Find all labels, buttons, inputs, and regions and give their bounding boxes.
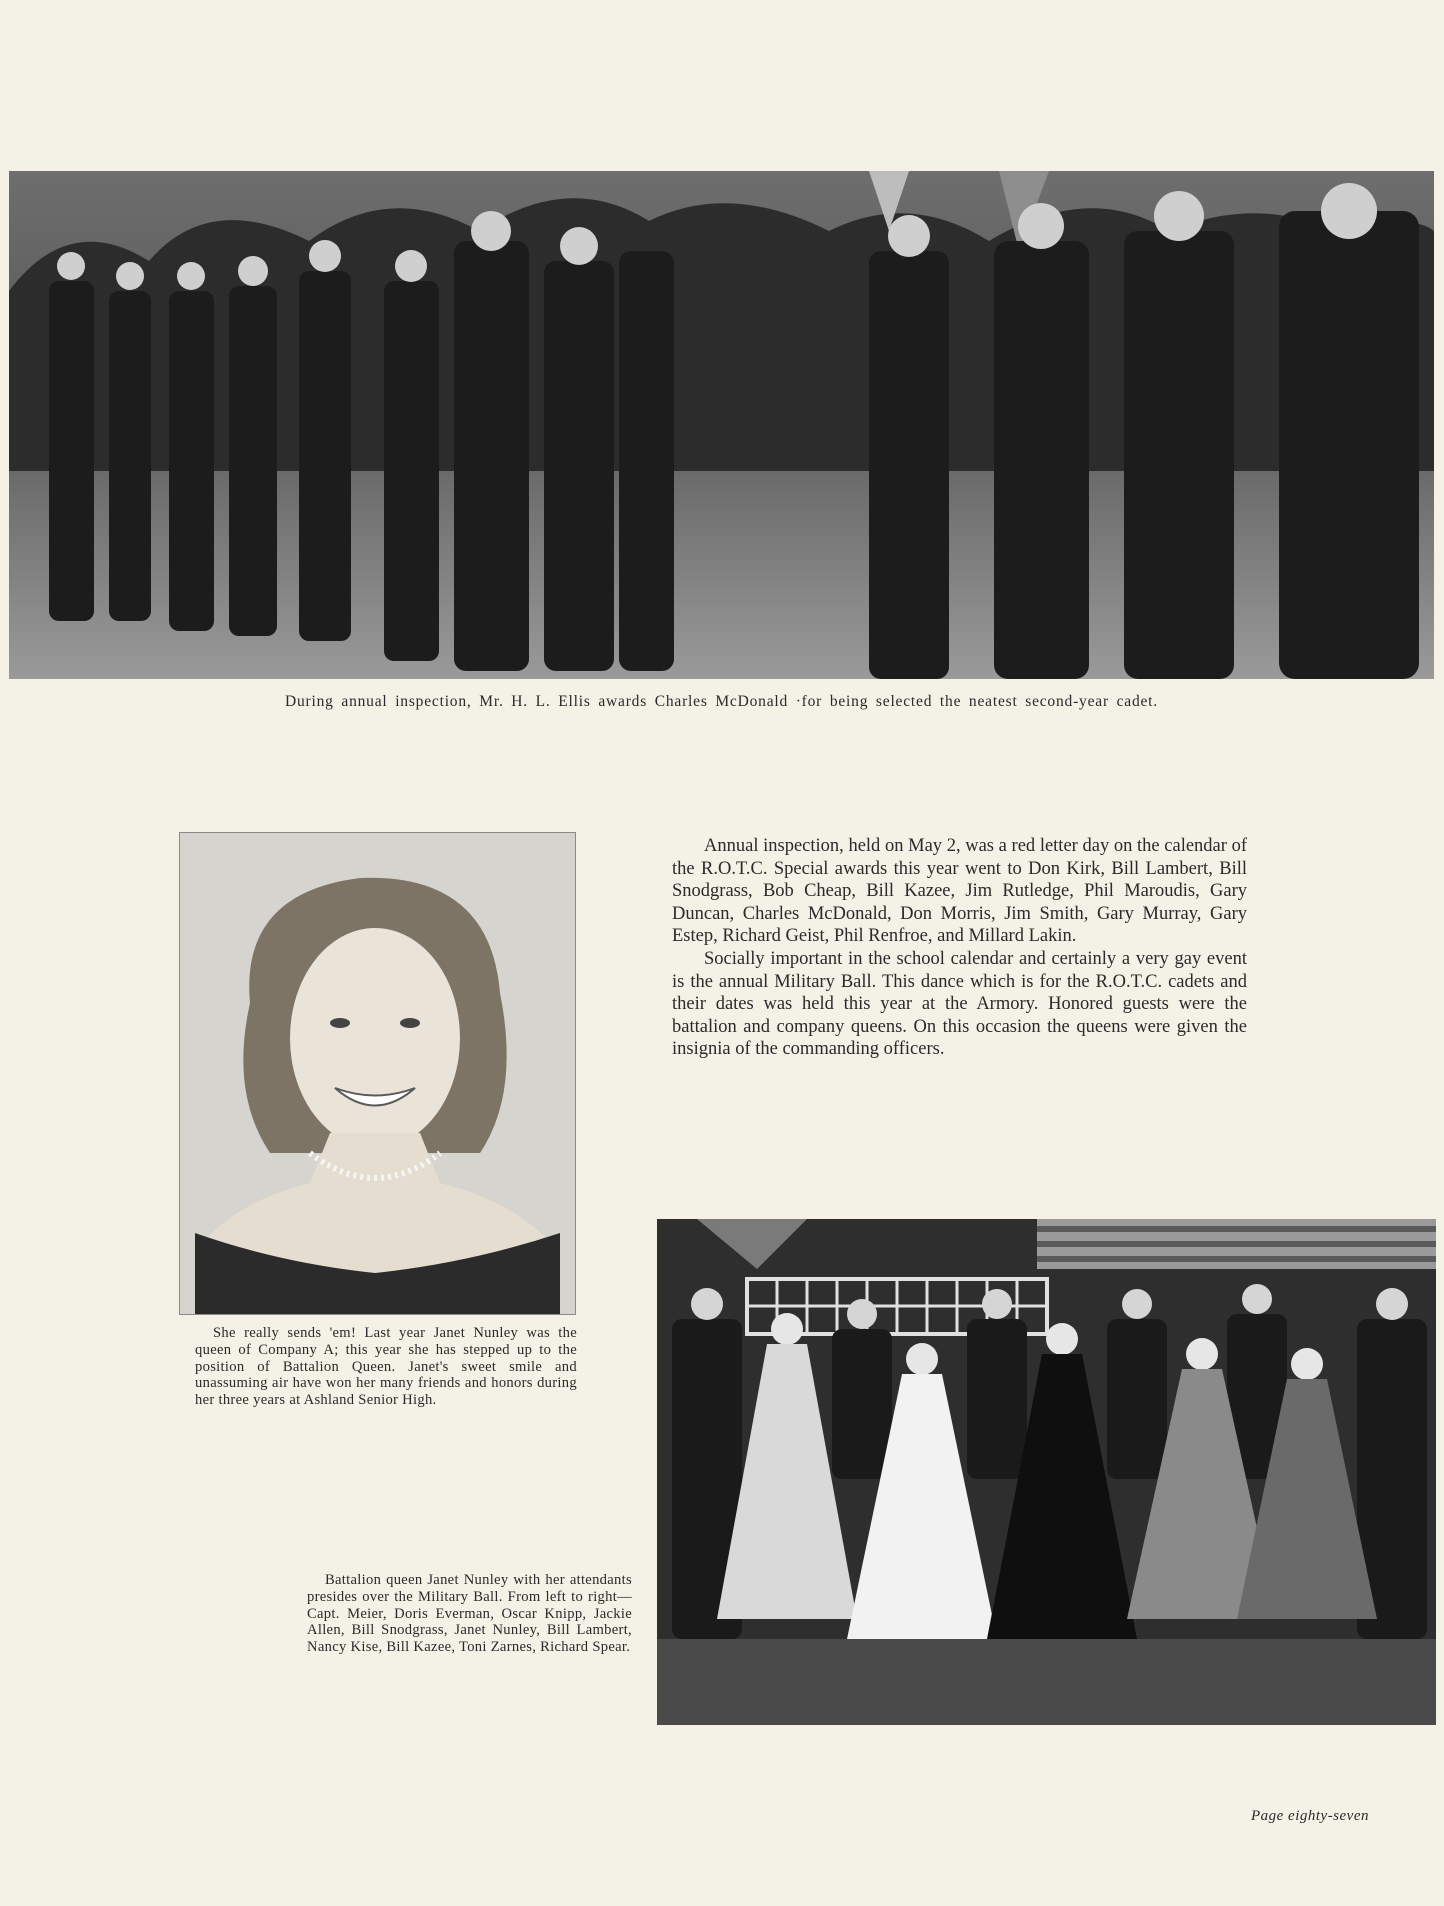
article-paragraph: Socially important in the school calendar and certainly a very gay event is the annual Military Ball. This dance which is for the R.O.T.C. cadets and their dates was held this year at the Armory. Honored guests were the battalion and company queens. On this occasion the queens were given the insignia of the commanding officers. xyxy=(672,948,1247,1060)
portrait-caption xyxy=(195,1325,577,1409)
military-ball-photo xyxy=(657,1219,1436,1725)
inspection-photo-caption: During annual inspection, Mr. H. L. Ellis awards Charles McDonald ·for being selected the neatest second-year cadet. xyxy=(285,693,1158,710)
military-ball-caption-text: Battalion queen Janet Nunley with her attendants presides over the Military Ball. From left to right—Capt. Meier, Doris Everman, Oscar Knipp, Jackie Allen, Bill Snodgrass, Janet Nunley, Bill Lambert, Nancy Kise, Bill Kazee, Toni Zarnes, Richard Spear. xyxy=(307,1572,632,1656)
portrait-caption-text: She really sends 'em! Last year Janet Nunley was the queen of Company A; this year she has stepped up to the position of Battalion Queen. Janet's sweet smile and unassuming air have won her many friends and honors during her three years at Ashland Senior High. xyxy=(195,1325,577,1409)
military-ball-icon xyxy=(657,1219,1436,1725)
inspection-photo-icon xyxy=(9,171,1434,679)
military-ball-caption xyxy=(307,1572,632,1656)
article-paragraph: Annual inspection, held on May 2, was a red letter day on the calendar of the R.O.T.C. Special awards this year went to Don Kirk, Bill Lambert, Bill Snodgrass, Bob Cheap, Bill Kazee, Jim Rutledge, Phil Maroudis, Gary Duncan, Charles McDonald, Don Morris, Jim Smith, Gary Murray, Gary Estep, Richard Geist, Phil Renfroe, and Millard Lakin. xyxy=(672,836,1247,947)
page-number: Page eighty-seven xyxy=(1250,1808,1369,1824)
portrait-photo xyxy=(179,832,576,1315)
article-body xyxy=(672,835,1247,1061)
portrait-icon xyxy=(180,833,575,1314)
inspection-photo xyxy=(9,171,1434,679)
